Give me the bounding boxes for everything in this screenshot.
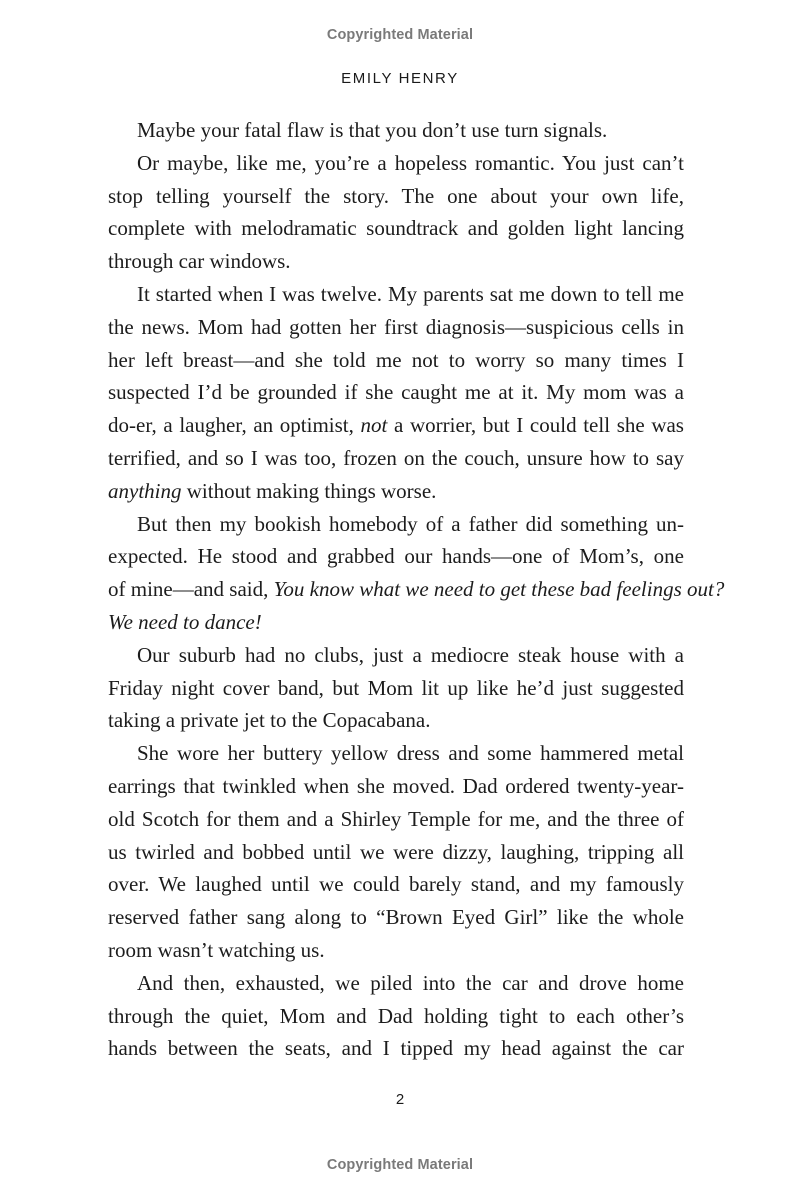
text-line [108,901,684,934]
text-run: hands between the seats, and I tipped my head against the car [108,1036,684,1061]
text-line [108,409,684,442]
paragraph [108,114,684,147]
text-line [108,376,684,409]
text-run: terrified, and so I was too, frozen on the couch, unsure how to say [108,445,684,470]
text-line [108,770,684,803]
text-run: her left breast—and she told me not to worry so many times I [108,347,684,372]
italic-text: not [360,413,388,438]
text-line [108,147,684,180]
text-line [108,1000,684,1033]
paragraph [108,147,684,278]
text-run: Friday night cover band, but Mom lit up like he’d just suggested [108,675,684,700]
running-head-author: EMILY HENRY [341,70,459,87]
paragraph [108,737,684,967]
text-line [108,442,684,475]
text-run: over. We laughed until we could barely stand, and my famously [108,872,684,897]
text-line [108,639,684,672]
text-line [108,803,684,836]
page-number: 2 [395,1091,405,1108]
paragraph [108,639,684,737]
text-run: through car windows. [108,249,291,274]
text-line [108,704,684,737]
text-line [108,606,684,639]
text-run: old Scotch for them and a Shirley Temple for me, and the three of [108,806,684,831]
text-run: complete with melodramatic soundtrack and golden light lancing [108,216,684,241]
text-run: expected. He stood and grabbed our hands—one of Mom’s, one [108,544,684,569]
text-line [108,278,684,311]
text-run: It started when I was twelve. My parents sat me down to tell me [137,281,684,306]
text-line [108,868,684,901]
italic-text: You know what we need to get these bad feelings out? [273,577,725,602]
text-run: But then my bookish homebody of a father did something un- [137,511,684,536]
text-run: Our suburb had no clubs, just a mediocre steak house with a [137,642,684,667]
text-line [108,180,684,213]
text-run: room wasn’t watching us. [108,937,325,962]
text-run: reserved father sang along to “Brown Eyed Girl” like the whole [108,905,684,930]
text-run: of mine—and said, [108,577,274,602]
text-line [108,1032,684,1065]
text-line [108,573,725,606]
text-run: through the quiet, Mom and Dad holding tight to each other’s [108,1003,684,1028]
text-run: And then, exhausted, we piled into the car and drove home [137,970,684,995]
italic-text: anything [108,478,182,503]
text-line [108,114,684,147]
text-run: do-er, a laugher, an optimist, [108,413,361,438]
text-line [108,672,684,705]
text-run: stop telling yourself the story. The one about your own life, [108,183,684,208]
copyright-watermark-top: Copyrighted Material [326,27,474,43]
text-run: suspected I’d be grounded if she caught me at it. My mom was a [108,380,684,405]
text-line [108,737,684,770]
text-run: the news. Mom had gotten her first diagnosis—suspicious cells in [108,314,684,339]
text-run: Maybe your fatal flaw is that you don’t use turn signals. [137,118,608,142]
text-line [108,967,684,1000]
text-line [108,475,684,508]
text-run: without making things worse. [181,478,437,503]
text-line [108,836,684,869]
text-run: She wore her buttery yellow dress and some hammered metal [137,741,684,766]
copyright-watermark-bottom: Copyrighted Material [326,1157,474,1173]
paragraph [108,967,684,1065]
paragraph [108,278,684,508]
text-line [108,311,684,344]
text-line [108,540,684,573]
text-run: a worrier, but I could tell she was [387,413,684,438]
text-line [108,934,684,967]
body-text [108,114,725,1065]
text-run: earrings that twinkled when she moved. Dad ordered twenty-year- [108,773,684,798]
text-run: Or maybe, like me, you’re a hopeless romantic. You just can’t [137,150,684,175]
text-line [108,212,684,245]
text-run: us twirled and bobbed until we were dizzy, laughing, tripping all [108,839,684,864]
text-line [108,508,684,541]
italic-text: We need to dance! [108,609,262,634]
text-line [108,344,684,377]
paragraph [108,508,725,639]
text-run: taking a private jet to the Copacabana. [108,708,431,733]
text-line [108,245,684,278]
